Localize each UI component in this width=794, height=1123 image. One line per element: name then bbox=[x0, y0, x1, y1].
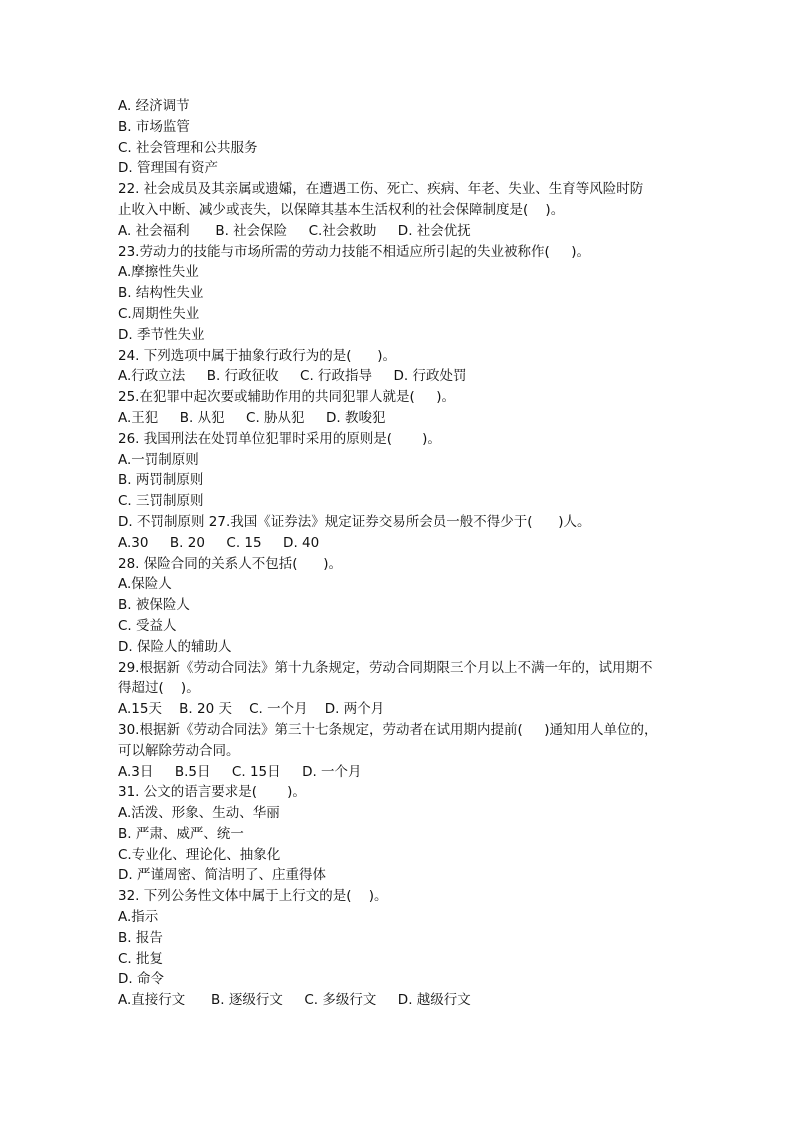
document-body bbox=[118, 96, 678, 1011]
option-b-market-supervision: B. 市场监管 bbox=[118, 118, 190, 135]
question-29-line-2: 得超过( )。 bbox=[118, 680, 200, 697]
question-25-options: A.王犯 B. 从犯 C. 胁从犯 D. 教唆犯 bbox=[118, 409, 386, 426]
question-31-option-c: C.专业化、理论化、抽象化 bbox=[118, 846, 281, 863]
question-26-option-a: A.一罚制原则 bbox=[118, 451, 199, 468]
question-30-options: A.3日 B.5日 C. 15日 D. 一个月 bbox=[118, 763, 362, 780]
question-32-option-a: A.指示 bbox=[118, 909, 159, 926]
question-29-line-1: 29.根据新《劳动合同法》第十九条规定，劳动合同期限三个月以上不满一年的，试用期不 bbox=[118, 659, 653, 676]
question-31: 31. 公文的语言要求是( )。 bbox=[118, 784, 306, 801]
question-28-option-c: C. 受益人 bbox=[118, 617, 177, 634]
question-32-option-d: D. 命令 bbox=[118, 971, 164, 988]
question-26-option-b: B. 两罚制原则 bbox=[118, 472, 204, 489]
question-24-options: A.行政立法 B. 行政征收 C. 行政指导 D. 行政处罚 bbox=[118, 368, 467, 385]
question-28: 28. 保险合同的关系人不包括( )。 bbox=[118, 555, 343, 572]
option-a-economic-regulation: A. 经济调节 bbox=[118, 98, 190, 114]
question-23-option-a: A.摩擦性失业 bbox=[118, 264, 199, 281]
option-c-social-management: C. 社会管理和公共服务 bbox=[118, 139, 258, 156]
filing-method-options: A.直接行文 B. 逐级行文 C. 多级行文 D. 越级行文 bbox=[118, 992, 471, 1009]
question-23: 23.劳动力的技能与市场所需的劳动力技能不相适应所引起的失业被称作( )。 bbox=[118, 243, 590, 260]
question-26-option-d-and-question-27: D. 不罚制原则 27.我国《证券法》规定证券交易所会员一般不得少于( )人。 bbox=[118, 513, 591, 530]
question-28-option-d: D. 保险人的辅助人 bbox=[118, 638, 232, 655]
question-22-line-2: 止收入中断、减少或丧失，以保障其基本生活权利的社会保障制度是( )。 bbox=[118, 201, 565, 218]
question-25: 25.在犯罪中起次要或辅助作用的共同犯罪人就是( )。 bbox=[118, 389, 455, 406]
question-23-option-c: C.周期性失业 bbox=[118, 305, 200, 322]
question-26-option-c: C. 三罚制原则 bbox=[118, 493, 204, 510]
question-23-option-b: B. 结构性失业 bbox=[118, 285, 204, 302]
question-32-option-b: B. 报告 bbox=[118, 929, 163, 946]
question-26: 26. 我国刑法在处罚单位犯罪时采用的原则是( )。 bbox=[118, 430, 441, 447]
question-28-option-a: A.保险人 bbox=[118, 576, 172, 593]
question-23-option-d: D. 季节性失业 bbox=[118, 326, 205, 343]
question-29-options: A.15天 B. 20 天 C. 一个月 D. 两个月 bbox=[118, 701, 385, 718]
question-22-options: A. 社会福利 B. 社会保险 C.社会救助 D. 社会优抚 bbox=[118, 222, 471, 239]
question-31-option-a: A.活泼、形象、生动、华丽 bbox=[118, 805, 280, 822]
question-27-options: A.30 B. 20 C. 15 D. 40 bbox=[118, 534, 320, 551]
question-32-option-c: C. 批复 bbox=[118, 950, 164, 967]
question-30-line-2: 可以解除劳动合同。 bbox=[118, 742, 240, 759]
question-32: 32. 下列公务性文体中属于上行文的是( )。 bbox=[118, 888, 388, 905]
question-30-line-1: 30.根据新《劳动合同法》第三十七条规定，劳动者在试用期内提前( )通知用人单位的， bbox=[118, 721, 658, 738]
question-28-option-b: B. 被保险人 bbox=[118, 597, 190, 614]
question-31-option-b: B. 严肃、威严、统一 bbox=[118, 825, 244, 842]
question-24: 24. 下列选项中属于抽象行政行为的是( )。 bbox=[118, 347, 397, 364]
question-31-option-d: D. 严谨周密、简洁明了、庄重得体 bbox=[118, 867, 326, 884]
option-d-state-assets: D. 管理国有资产 bbox=[118, 160, 218, 177]
question-22-line-1: 22. 社会成员及其亲属或遗孀，在遭遇工伤、死亡、疾病、年老、失业、生育等风险时防 bbox=[118, 181, 644, 198]
